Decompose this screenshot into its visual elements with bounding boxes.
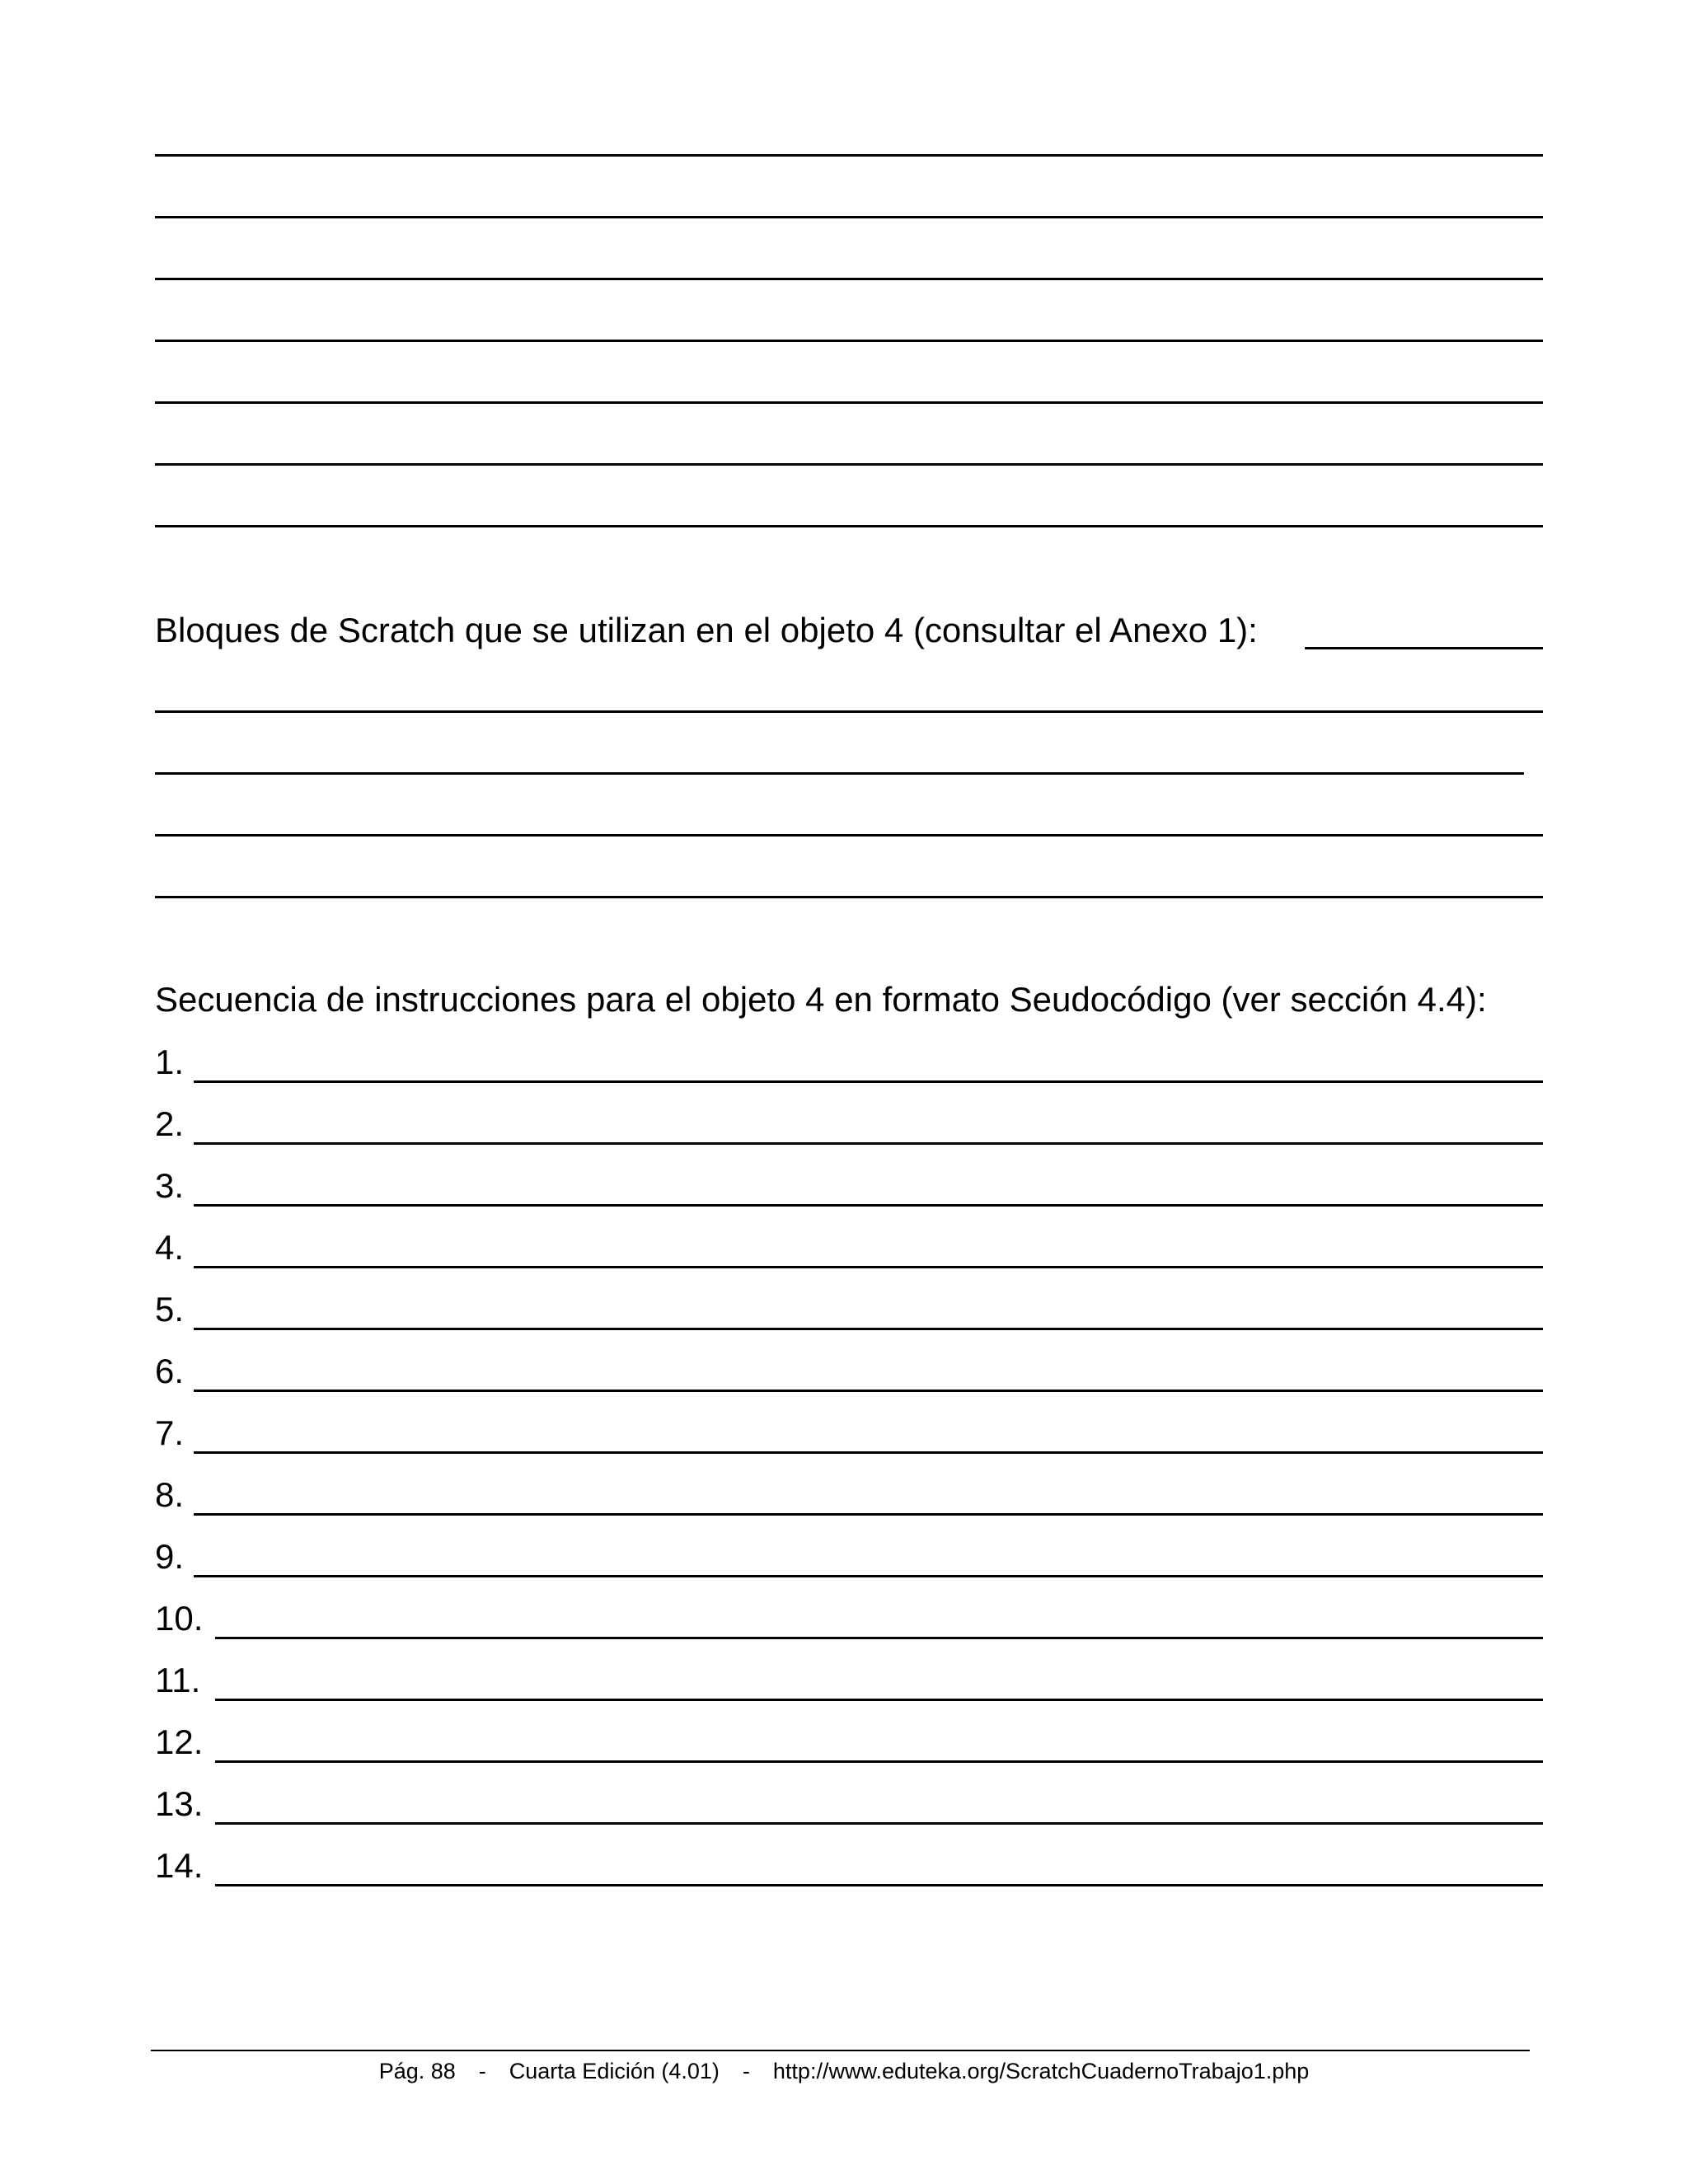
footer-divider [151,2050,1530,2051]
numbered-line [155,1782,1543,1825]
line-number: 11. [155,1661,201,1699]
page-footer [0,2057,1688,2085]
line-number: 12. [155,1722,204,1761]
line-number: 13. [155,1784,204,1823]
writing-line [155,772,1524,775]
answer-line [194,1080,1543,1083]
numbered-line [155,1102,1543,1145]
blocks-heading: Bloques de Scratch que se utilizan en el objeto 4 (consultar el Anexo 1): [155,611,1258,649]
answer-line [194,1142,1543,1145]
line-number: 9. [155,1537,185,1576]
numbered-line [155,1287,1543,1330]
page-number: Pág. 88 [378,2059,456,2083]
answer-line [194,1513,1543,1516]
numbered-line [155,1349,1543,1392]
line-number: 6. [155,1352,185,1390]
edition-label: Cuarta Edición (4.01) [509,2059,720,2083]
writing-line [155,710,1543,713]
line-number: 4. [155,1228,185,1267]
writing-line [155,896,1543,898]
writing-line [155,525,1543,527]
numbered-line [155,1720,1543,1763]
sequence-heading: Secuencia de instrucciones para el objeto 4 en formato Seudocódigo (ver sección 4.4): [155,980,1487,1019]
answer-line [194,1451,1543,1454]
writing-line [155,278,1543,280]
answer-line [194,1204,1543,1207]
answer-line [215,1637,1543,1639]
numbered-line [155,1473,1543,1516]
line-number: 1. [155,1043,185,1081]
answer-line [194,1328,1543,1330]
answer-line [215,1822,1543,1825]
blocks-answer-line [1305,647,1543,649]
line-number: 2. [155,1104,185,1143]
answer-line [194,1390,1543,1392]
answer-line [194,1266,1543,1268]
writing-line [155,463,1543,466]
numbered-line [155,1040,1543,1083]
line-number: 7. [155,1413,185,1452]
answer-line [215,1760,1543,1763]
footer-separator: - [742,2059,750,2083]
writing-line [155,216,1543,218]
answer-line [215,1699,1543,1701]
numbered-line [155,1226,1543,1268]
writing-line [155,340,1543,342]
numbered-line [155,1535,1543,1577]
footer-separator: - [478,2059,486,2083]
numbered-line [155,1658,1543,1701]
footer-url[interactable]: http://www.eduteka.org/ScratchCuadernoTrabajo1.php [772,2059,1310,2083]
writing-line [155,834,1543,837]
line-number: 8. [155,1475,185,1514]
line-number: 3. [155,1166,185,1205]
line-number: 14. [155,1846,204,1885]
writing-line [155,154,1543,157]
line-number: 5. [155,1290,185,1329]
numbered-line [155,1164,1543,1207]
numbered-line [155,1844,1543,1886]
answer-line [215,1884,1543,1886]
numbered-line [155,1411,1543,1454]
answer-line [194,1575,1543,1577]
line-number: 10. [155,1599,204,1638]
writing-line [155,401,1543,404]
numbered-line [155,1596,1543,1639]
